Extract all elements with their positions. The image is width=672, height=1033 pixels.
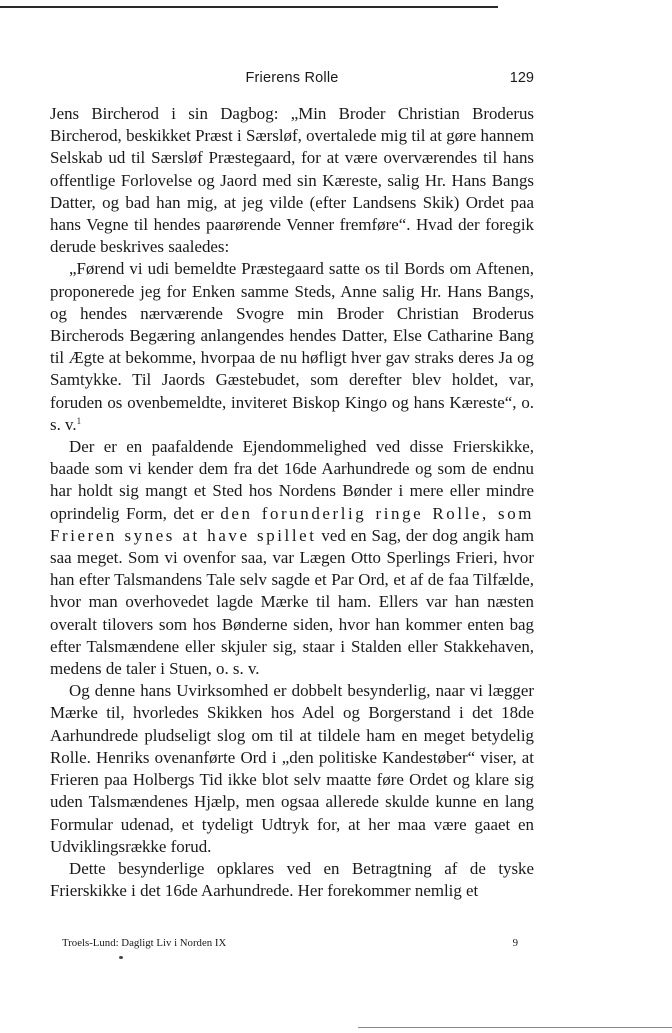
text-run: Jens Bircherod i sin Dagbog: „Min Broder Christian Broderus Bircherod, beskikket Præst i Særsløf, overtalede mig til at gøre hannem Selskab ud til Særsløf Præstegaard, for at være overværendes til hans offentlige Forlovelse og Jaord med sin Kæreste, salig Hr. Hans Bangs Datter, og bad han mig, at jeg vilde (efter Landsens Skik) Ordet paa hans Vegne til hendes paarørende Venner fremføre“. Hvad der foregik derude beskrives saaledes:	[50, 104, 534, 257]
text-run: Dette besynderlige opklares ved en Betragtning af de tyske Frierskikke i det 16de Aarhundrede. Her forekommer nemlig et	[50, 858, 534, 901]
page-footer	[62, 937, 518, 953]
signature-line: Troels-Lund: Dagligt Liv i Norden IX	[62, 937, 227, 949]
signature-number: 9	[512, 937, 518, 949]
text-run: Og denne hans Uvirksomhed er dobbelt besynderlig, naar vi lægger Mærke til, hvorledes Skikken hos Adel og Borgerstand i det 18de Aarhundrede pludseligt slog om til at tildele ham en meget betydelig Rolle. Henriks ovenanførte Ord i „den politiske Kandestøber“ viser, at Frieren paa Holbergs Tid ikke blot selv maatte føre Ordet og klare sig uden Talsmændenes Hjælp, men ogsaa allerede skulde kunne en lang Formular udenad, et tydeligt Udtryk for, at her maa være gaaet en Udviklingsrække forud.	[50, 681, 534, 856]
paragraph	[50, 436, 534, 680]
emphasized-text: den forunderlig ringe Rolle, som Frieren synes at have spillet	[50, 503, 534, 545]
footnote-marker: 1	[76, 415, 82, 426]
bottom-edge-rule	[358, 1027, 672, 1028]
paragraph	[50, 858, 534, 902]
page-number: 129	[509, 70, 534, 86]
paragraph	[50, 258, 534, 436]
text-run: Der er en paafaldende Ejendommelighed ved disse Frierskikke, baade som vi kender dem fra det 16de Aarhundrede og som de endnu har holdt sig mangt et Sted hos Nordens Bønder i mere eller mindre oprindelig Form, det er	[50, 437, 534, 523]
text-run: „Førend vi udi bemeldte Præstegaard satte os til Bords om Aftenen, proponerede jeg for Enken samme Steds, Anne salig Hr. Hans Bangs, og hendes nærværende Svogre min Broder Christian Broderus Bircherods Begæring anlangendes hendes Datter, Else Catharine Bang til Ægte at bekomme, hvorpaa de nu høfligt hver gav straks deres Ja og Samtykke. Til Jaords Gæstebudet, som derefter blev holdet, var, foruden os ovenbemeldte, inviteret Biskop Kingo og hans Kæreste“, o. s. v.	[50, 259, 534, 434]
print-speck	[119, 956, 123, 959]
top-edge-rule	[0, 6, 498, 8]
paragraph	[50, 680, 534, 858]
page-header	[50, 70, 534, 92]
text-run: ved en Sag, der dog angik ham saa meget. Som vi ovenfor saa, var Lægen Otto Sperlings Frieri, hvor han efter Talsmandens Tale selv sagde et Par Ord, et af de faa Tilfælde, hvor man overhovedet lagde Mærke til ham. Ellers var han næsten overalt tilovers som hos Bønderne siden, hvor han kommer enten bag efter Talsmændene eller skjuler sig, staar i Stalden eller Stakkehaven, medens de taler i Stuen, o. s. v.	[50, 525, 534, 679]
paragraph	[50, 103, 534, 258]
body-text	[50, 103, 534, 902]
running-title: Frierens Rolle	[245, 70, 339, 86]
